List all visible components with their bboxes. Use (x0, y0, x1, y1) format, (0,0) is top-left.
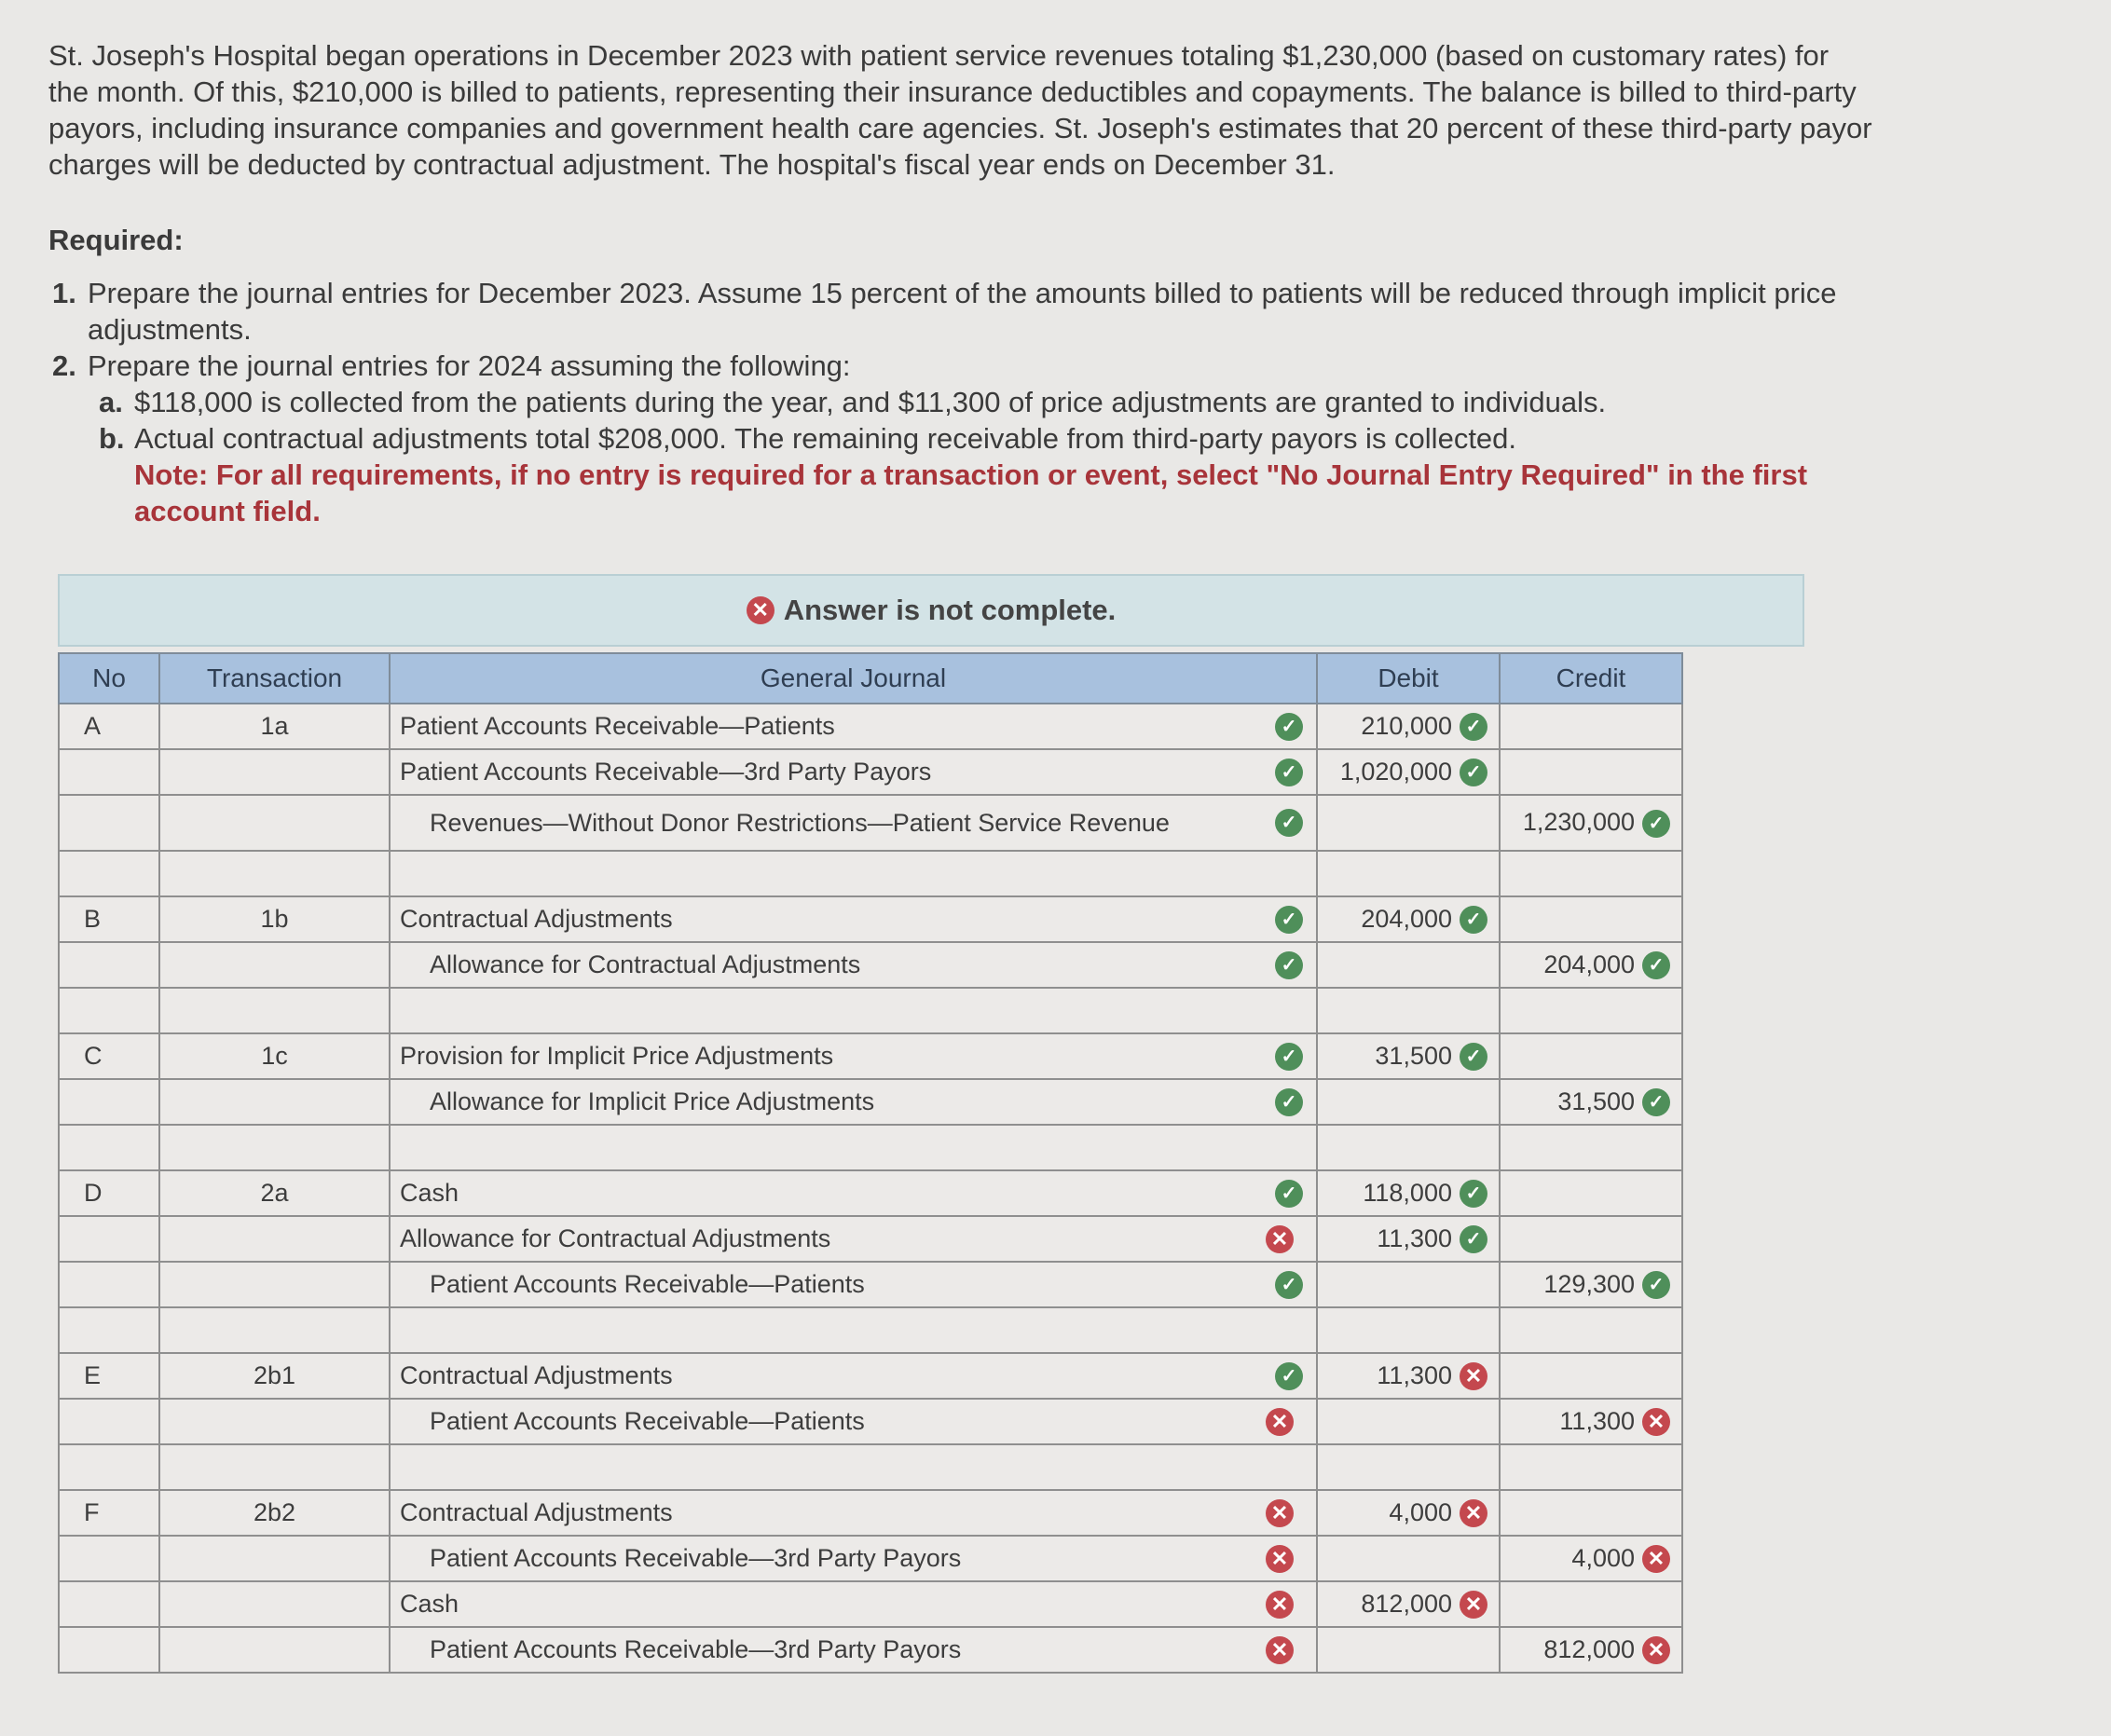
check-circle-icon: ✓ (1642, 951, 1670, 979)
table-row (59, 1262, 1682, 1307)
row-no-cell: F (59, 1490, 159, 1536)
check-circle-icon: ✓ (1275, 1043, 1303, 1071)
account-field[interactable] (390, 1627, 1317, 1673)
debit-field[interactable] (1317, 704, 1500, 749)
debit-field[interactable] (1317, 1262, 1500, 1307)
check-circle-icon: ✓ (1460, 1043, 1487, 1071)
account-name: Contractual Adjustments (400, 1498, 673, 1526)
debit-field[interactable] (1317, 1353, 1500, 1399)
check-circle-icon: ✓ (1460, 713, 1487, 741)
table-row (59, 1536, 1682, 1581)
x-circle-icon: ✕ (1460, 1362, 1487, 1390)
credit-field[interactable] (1500, 1490, 1682, 1536)
check-circle-icon: ✓ (1275, 713, 1303, 741)
row-transaction-cell (159, 1216, 390, 1262)
debit-field[interactable] (1317, 795, 1500, 851)
account-name: Patient Accounts Receivable—Patients (430, 1270, 865, 1298)
answer-status-text: Answer is not complete. (783, 594, 1117, 626)
credit-field[interactable] (1500, 1627, 1682, 1673)
x-circle-icon: ✕ (1266, 1545, 1294, 1573)
credit-field[interactable] (1500, 896, 1682, 942)
note-text: Note: For all requirements, if no entry is required for a transaction or event, select "No Journal Entry Required" in the first account field. (134, 458, 1808, 527)
account-name: Allowance for Contractual Adjustments (430, 950, 861, 978)
debit-field[interactable] (1317, 1444, 1500, 1490)
problem-intro: St. Joseph's Hospital began operations in December 2023 with patient service revenues totaling $1,230,000 (based on customary rates) for the month. Of this, $210,000 is billed to patients, representing their insurance deductibles and copayments. The balance is billed to third-party payors, including insurance companies and government health care agencies. St. Joseph's estimates that 20 percent of these third-party payor charges will be deducted by contractual adjustment. The hospital's fiscal year ends on December 31. (48, 39, 1872, 181)
row-transaction-cell (159, 1536, 390, 1581)
x-circle-icon: ✕ (747, 596, 774, 624)
check-circle-icon: ✓ (1642, 810, 1670, 838)
account-field[interactable] (390, 704, 1317, 749)
row-transaction-cell: 2b1 (159, 1353, 390, 1399)
row-transaction-cell (159, 1079, 390, 1125)
row-transaction-cell: 1c (159, 1033, 390, 1079)
row-no-cell (59, 942, 159, 988)
table-row (59, 1079, 1682, 1125)
x-circle-icon: ✕ (1460, 1591, 1487, 1619)
table-row (59, 1353, 1682, 1399)
row-transaction-cell (159, 942, 390, 988)
credit-field[interactable] (1500, 1216, 1682, 1262)
account-field[interactable] (390, 749, 1317, 795)
check-circle-icon: ✓ (1642, 1271, 1670, 1299)
header-credit: Credit (1500, 653, 1682, 704)
row-transaction-cell (159, 1444, 390, 1490)
credit-amount: 1,230,000 (1522, 808, 1635, 837)
sub-letter: a. (99, 386, 123, 418)
account-field[interactable] (390, 942, 1317, 988)
row-no-cell (59, 1125, 159, 1170)
debit-amount: 4,000 (1389, 1497, 1452, 1526)
check-circle-icon: ✓ (1275, 1271, 1303, 1299)
x-circle-icon: ✕ (1460, 1499, 1487, 1527)
check-circle-icon: ✓ (1275, 1088, 1303, 1116)
debit-field[interactable] (1317, 1079, 1500, 1125)
table-row (59, 1307, 1682, 1353)
row-transaction-cell (159, 1627, 390, 1673)
table-row (59, 1125, 1682, 1170)
debit-amount: 118,000 (1363, 1178, 1452, 1207)
row-transaction-cell: 1b (159, 896, 390, 942)
debit-field[interactable] (1317, 896, 1500, 942)
account-name: Patient Accounts Receivable—3rd Party Payors (400, 758, 932, 786)
table-row (59, 1581, 1682, 1627)
debit-field[interactable] (1317, 942, 1500, 988)
answer-status-banner (58, 574, 1804, 647)
x-circle-icon: ✕ (1266, 1499, 1294, 1527)
row-transaction-cell (159, 1581, 390, 1627)
requirements-list (48, 275, 1875, 384)
row-transaction-cell (159, 1125, 390, 1170)
account-name: Patient Accounts Receivable—3rd Party Payors (430, 1635, 962, 1663)
credit-field[interactable] (1500, 1125, 1682, 1170)
credit-field[interactable] (1500, 1262, 1682, 1307)
row-transaction-cell: 1a (159, 704, 390, 749)
debit-field[interactable] (1317, 1125, 1500, 1170)
row-transaction-cell (159, 1262, 390, 1307)
account-name: Cash (400, 1590, 459, 1618)
credit-field[interactable] (1500, 1307, 1682, 1353)
debit-field[interactable] (1317, 851, 1500, 896)
row-no-cell (59, 795, 159, 851)
account-name: Patient Accounts Receivable—Patients (430, 1407, 865, 1435)
account-field[interactable] (390, 1490, 1317, 1536)
debit-amount: 1,020,000 (1339, 757, 1452, 786)
debit-amount: 210,000 (1361, 711, 1452, 740)
row-transaction-cell (159, 1307, 390, 1353)
requirement-2b (99, 420, 1875, 457)
table-row (59, 704, 1682, 749)
requirement-2 (48, 348, 1875, 384)
requirement-1 (48, 275, 1875, 348)
check-circle-icon: ✓ (1275, 1180, 1303, 1208)
credit-amount: 31,500 (1557, 1087, 1635, 1115)
credit-field[interactable] (1500, 795, 1682, 851)
x-circle-icon: ✕ (1642, 1636, 1670, 1664)
header-no: No (59, 653, 159, 704)
requirement-number: 1. (52, 277, 76, 309)
row-no-cell (59, 1627, 159, 1673)
row-no-cell: A (59, 704, 159, 749)
debit-field[interactable] (1317, 988, 1500, 1033)
row-no-cell (59, 988, 159, 1033)
x-circle-icon: ✕ (1266, 1225, 1294, 1253)
x-circle-icon: ✕ (1266, 1636, 1294, 1664)
account-name: Contractual Adjustments (400, 905, 673, 933)
account-field[interactable] (390, 1079, 1317, 1125)
account-name: Patient Accounts Receivable—3rd Party Payors (430, 1544, 962, 1572)
row-no-cell (59, 1581, 159, 1627)
row-transaction-cell (159, 988, 390, 1033)
debit-field[interactable] (1317, 749, 1500, 795)
row-no-cell (59, 1536, 159, 1581)
x-circle-icon: ✕ (1642, 1545, 1670, 1573)
debit-field[interactable] (1317, 1216, 1500, 1262)
sub-letter: b. (99, 422, 125, 455)
row-transaction-cell: 2a (159, 1170, 390, 1216)
table-row (59, 1033, 1682, 1079)
credit-field[interactable] (1500, 749, 1682, 795)
row-no-cell: C (59, 1033, 159, 1079)
credit-field[interactable] (1500, 851, 1682, 896)
check-circle-icon: ✓ (1275, 951, 1303, 979)
account-name: Allowance for Implicit Price Adjustments (430, 1087, 875, 1115)
row-no-cell (59, 1444, 159, 1490)
row-no-cell (59, 1262, 159, 1307)
check-circle-icon: ✓ (1275, 1362, 1303, 1390)
account-name: Cash (400, 1179, 459, 1207)
credit-field[interactable] (1500, 1033, 1682, 1079)
debit-amount: 11,300 (1377, 1223, 1452, 1252)
account-field[interactable] (390, 795, 1317, 851)
credit-amount: 4,000 (1571, 1543, 1635, 1572)
requirement-number: 2. (52, 349, 76, 382)
account-field[interactable] (390, 1444, 1317, 1490)
problem-statement (48, 37, 1875, 529)
credit-field[interactable] (1500, 1170, 1682, 1216)
row-no-cell (59, 749, 159, 795)
account-field[interactable] (390, 1581, 1317, 1627)
debit-field[interactable] (1317, 1033, 1500, 1079)
row-no-cell: D (59, 1170, 159, 1216)
debit-field[interactable] (1317, 1490, 1500, 1536)
table-row (59, 988, 1682, 1033)
check-circle-icon: ✓ (1460, 906, 1487, 934)
credit-field[interactable] (1500, 942, 1682, 988)
credit-amount: 129,300 (1543, 1269, 1635, 1298)
account-name: Revenues—Without Donor Restrictions—Patient Service Revenue (430, 808, 1170, 837)
table-row (59, 896, 1682, 942)
x-circle-icon: ✕ (1266, 1591, 1294, 1619)
row-no-cell (59, 1399, 159, 1444)
header-debit: Debit (1317, 653, 1500, 704)
account-field[interactable] (390, 851, 1317, 896)
credit-amount: 204,000 (1543, 950, 1635, 978)
account-field[interactable] (390, 1216, 1317, 1262)
table-row (59, 1170, 1682, 1216)
journal-body (59, 704, 1682, 1673)
row-transaction-cell (159, 1399, 390, 1444)
credit-field[interactable] (1500, 1581, 1682, 1627)
account-field[interactable] (390, 988, 1317, 1033)
account-field[interactable] (390, 1399, 1317, 1444)
account-name: Provision for Implicit Price Adjustments (400, 1042, 834, 1070)
credit-field[interactable] (1500, 704, 1682, 749)
table-row (59, 942, 1682, 988)
check-circle-icon: ✓ (1460, 1180, 1487, 1208)
general-journal-table (58, 652, 1683, 1674)
credit-amount: 11,300 (1559, 1406, 1635, 1435)
debit-field[interactable] (1317, 1307, 1500, 1353)
required-label: Required: (48, 224, 184, 256)
requirement-text: Prepare the journal entries for 2024 assuming the following: (88, 349, 851, 382)
debit-field[interactable] (1317, 1170, 1500, 1216)
account-name: Allowance for Contractual Adjustments (400, 1224, 831, 1252)
row-transaction-cell: 2b2 (159, 1490, 390, 1536)
credit-field[interactable] (1500, 1399, 1682, 1444)
account-field[interactable] (390, 1033, 1317, 1079)
check-circle-icon: ✓ (1275, 906, 1303, 934)
debit-field[interactable] (1317, 1536, 1500, 1581)
requirement-2-sublist (48, 384, 1875, 457)
account-field[interactable] (390, 896, 1317, 942)
row-transaction-cell (159, 851, 390, 896)
table-row (59, 851, 1682, 896)
check-circle-icon: ✓ (1275, 809, 1303, 837)
sub-text: $118,000 is collected from the patients during the year, and $11,300 of price adjustments are granted to individuals. (134, 386, 1607, 418)
credit-field[interactable] (1500, 1353, 1682, 1399)
row-transaction-cell (159, 749, 390, 795)
requirement-2a (99, 384, 1875, 420)
credit-amount: 812,000 (1543, 1634, 1635, 1663)
row-no-cell: E (59, 1353, 159, 1399)
row-no-cell (59, 1079, 159, 1125)
table-row (59, 1399, 1682, 1444)
table-row (59, 795, 1682, 851)
credit-field[interactable] (1500, 1444, 1682, 1490)
debit-field[interactable] (1317, 1581, 1500, 1627)
row-no-cell: B (59, 896, 159, 942)
row-no-cell (59, 851, 159, 896)
check-circle-icon: ✓ (1275, 759, 1303, 786)
debit-field[interactable] (1317, 1399, 1500, 1444)
table-row (59, 1444, 1682, 1490)
account-field[interactable] (390, 1307, 1317, 1353)
x-circle-icon: ✕ (1266, 1408, 1294, 1436)
debit-amount: 11,300 (1377, 1360, 1452, 1389)
account-field[interactable] (390, 1170, 1317, 1216)
account-field[interactable] (390, 1125, 1317, 1170)
debit-amount: 812,000 (1361, 1589, 1452, 1618)
header-general-journal: General Journal (390, 653, 1317, 704)
check-circle-icon: ✓ (1460, 1225, 1487, 1253)
header-transaction: Transaction (159, 653, 390, 704)
x-circle-icon: ✕ (1642, 1408, 1670, 1436)
credit-field[interactable] (1500, 988, 1682, 1033)
credit-field[interactable] (1500, 1536, 1682, 1581)
debit-amount: 31,500 (1375, 1041, 1452, 1070)
debit-field[interactable] (1317, 1627, 1500, 1673)
table-row (59, 749, 1682, 795)
sub-text: Actual contractual adjustments total $208,000. The remaining receivable from third-party payors is collected. (134, 422, 1517, 455)
check-circle-icon: ✓ (1460, 759, 1487, 786)
row-no-cell (59, 1216, 159, 1262)
credit-field[interactable] (1500, 1079, 1682, 1125)
account-name: Contractual Adjustments (400, 1361, 673, 1389)
row-no-cell (59, 1307, 159, 1353)
account-field[interactable] (390, 1262, 1317, 1307)
check-circle-icon: ✓ (1642, 1088, 1670, 1116)
row-transaction-cell (159, 795, 390, 851)
account-field[interactable] (390, 1353, 1317, 1399)
table-row (59, 1627, 1682, 1673)
table-row (59, 1216, 1682, 1262)
table-row (59, 1490, 1682, 1536)
debit-amount: 204,000 (1361, 904, 1452, 933)
requirement-text: Prepare the journal entries for December 2023. Assume 15 percent of the amounts billed to patients will be reduced through implicit price adjustments. (88, 277, 1837, 346)
account-name: Patient Accounts Receivable—Patients (400, 712, 835, 740)
account-field[interactable] (390, 1536, 1317, 1581)
